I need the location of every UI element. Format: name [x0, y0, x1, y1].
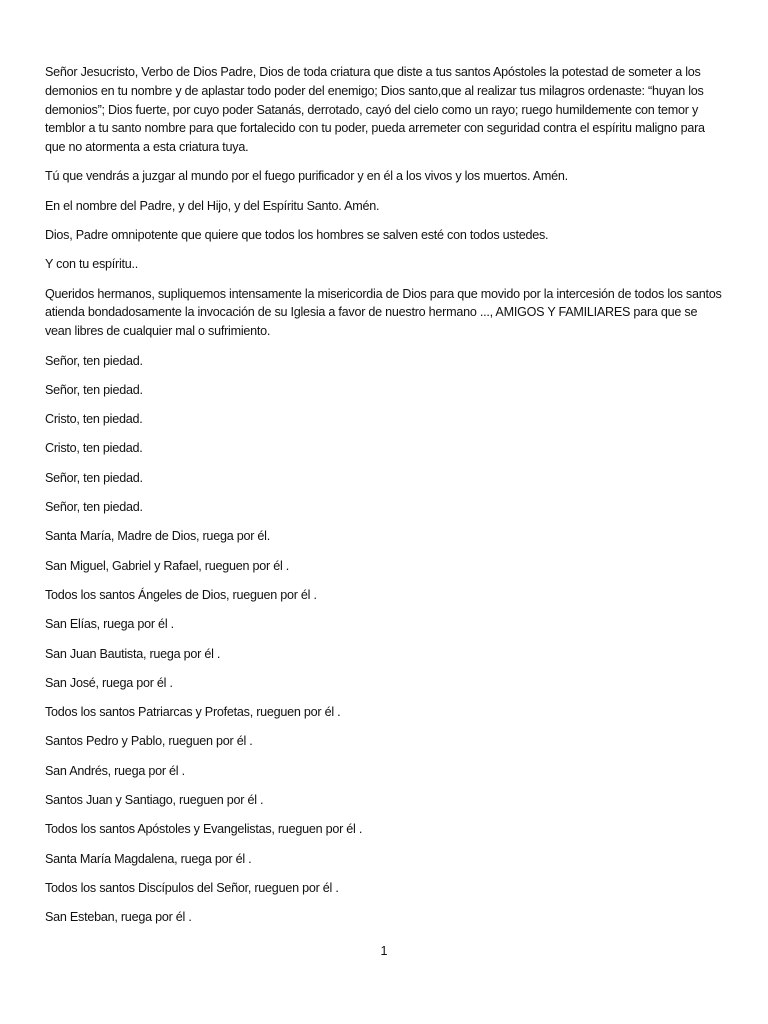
trinity-paragraph: En el nombre del Padre, y del Hijo, y del Espíritu Santo. Amén.: [45, 198, 380, 213]
litany-line: San Juan Bautista, ruega por él .: [45, 646, 221, 661]
litany-line: San José, ruega por él .: [45, 675, 173, 690]
litany-line: Santa María, Madre de Dios, ruega por él.: [45, 529, 270, 544]
judgement-paragraph: Tú que vendrás a juzgar al mundo por el fuego purificador y en él a los vivos y los muertos. Amén.: [45, 169, 568, 184]
litany-line: San Esteban, ruega por él .: [45, 910, 192, 925]
litany-line: Señor, ten piedad.: [45, 353, 143, 368]
litany-line: Todos los santos Patriarcas y Profetas, rueguen por él .: [45, 705, 341, 720]
litany-line: Santos Pedro y Pablo, rueguen por él .: [45, 734, 253, 749]
litany-line: Todos los santos Apóstoles y Evangelistas, rueguen por él .: [45, 822, 363, 837]
litany-line: Cristo, ten piedad.: [45, 441, 143, 456]
litany-line: Todos los santos Ángeles de Dios, rueguen por él .: [45, 587, 317, 602]
litany-line: Señor, ten piedad.: [45, 500, 143, 515]
intro-prayer-paragraph: Señor Jesucristo, Verbo de Dios Padre, Dios de toda criatura que diste a tus santos Apóstoles la potestad de someter a los demonios en tu nombre y de aplastar todo poder del enemigo; Dios santo,que al realizar tus milagros ordenaste: “huyan los demonios”; Dios fuerte, por cuyo poder Satanás, derrotado, cayó del cielo como un rayo; ruego humildemente con temor y temblor a tu santo nombre para que fortalecido con tu poder, pueda arremeter con seguridad contra el espíritu maligno para que no atormenta a esta criatura tuya.: [45, 65, 705, 155]
invitation-paragraph: Queridos hermanos, supliquemos intensamente la misericordia de Dios para que movido por la intercesión de todos los santos atienda bondadosamente la invocación de su Iglesia a favor de nuestro hermano ..., AMIGOS Y FAMILIARES para que se vean libres de cualquier mal o sufrimiento.: [45, 286, 722, 339]
greeting-paragraph: Dios, Padre omnipotente que quiere que todos los hombres se salven esté con todos ustedes.: [45, 228, 549, 243]
page-number: 1: [380, 944, 388, 958]
litany-line: San Miguel, Gabriel y Rafael, rueguen por él .: [45, 558, 290, 573]
response-paragraph: Y con tu espíritu..: [45, 257, 139, 272]
litany-line: Santa María Magdalena, ruega por él .: [45, 851, 252, 866]
document-page: [45, 63, 725, 938]
litany-line: Señor, ten piedad.: [45, 382, 143, 397]
litany-line: Todos los santos Discípulos del Señor, rueguen por él .: [45, 880, 339, 895]
litany-line: Señor, ten piedad.: [45, 470, 143, 485]
litany-line: San Elías, ruega por él .: [45, 617, 174, 632]
litany-line: San Andrés, ruega por él .: [45, 763, 185, 778]
litany-line: Cristo, ten piedad.: [45, 412, 143, 427]
litany-line: Santos Juan y Santiago, rueguen por él .: [45, 793, 264, 808]
